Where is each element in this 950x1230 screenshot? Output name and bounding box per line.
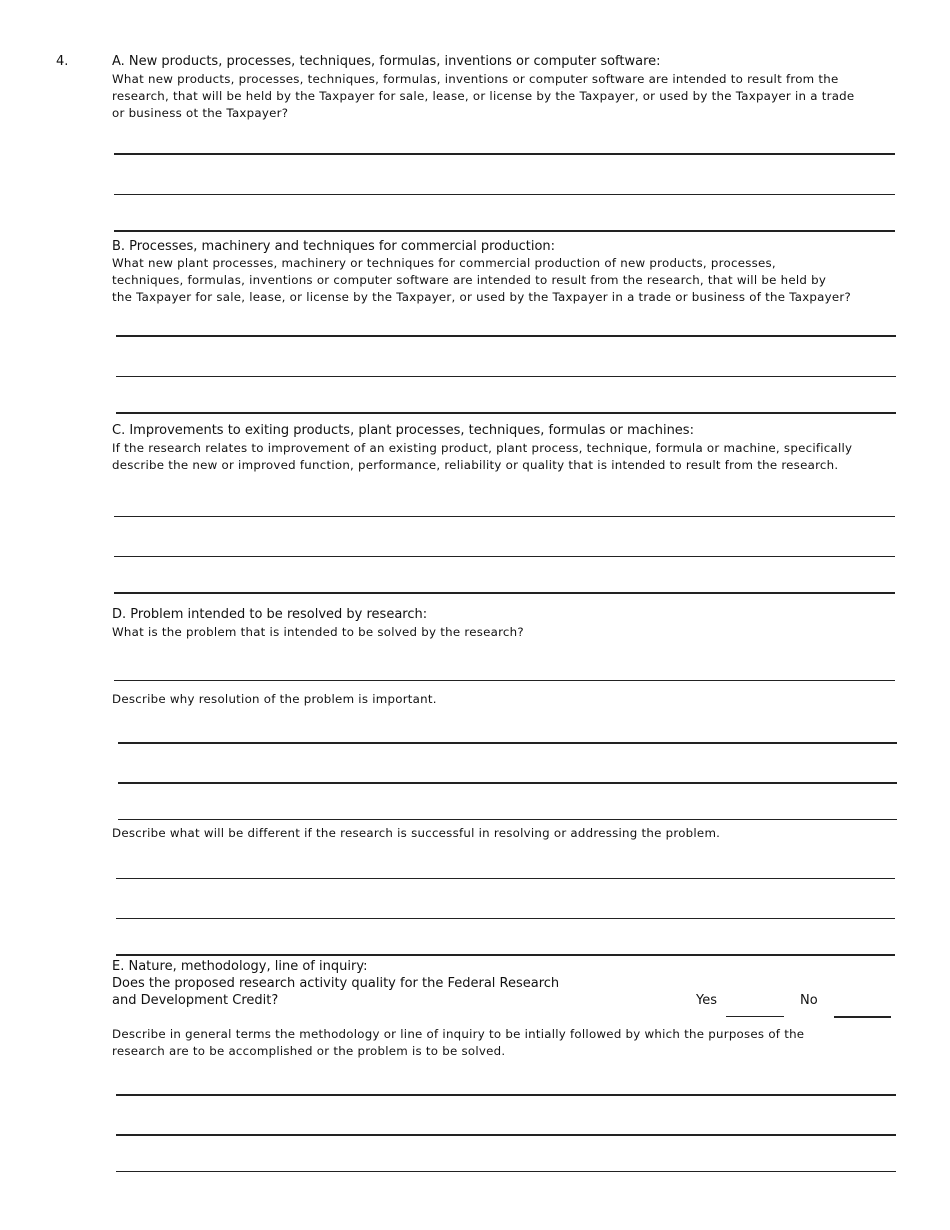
section-d-question-importance: Describe why resolution of the problem is important. [112, 692, 437, 706]
section-e-method-line: research are to be accomplished or the problem is to be solved. [112, 1044, 506, 1058]
section-a-heading: A. New products, processes, techniques, formulas, inventions or computer software: [112, 54, 661, 69]
answer-line[interactable] [116, 878, 895, 879]
yes-label: Yes [696, 993, 717, 1008]
answer-line[interactable] [116, 376, 896, 377]
answer-line[interactable] [114, 592, 895, 594]
answer-line[interactable] [116, 412, 896, 414]
section-d-heading: D. Problem intended to be resolved by research: [112, 607, 428, 622]
section-e-qualify-line: Does the proposed research activity quality for the Federal Research [112, 976, 560, 991]
section-b-heading: B. Processes, machinery and techniques for commercial production: [112, 239, 556, 254]
section-e-heading: E. Nature, methodology, line of inquiry: [112, 959, 368, 974]
section-b-line: What new plant processes, machinery or techniques for commercial production of new products, processes, [112, 256, 776, 270]
section-a-question [112, 71, 902, 122]
section-c-heading: C. Improvements to exiting products, plant processes, techniques, formulas or machines: [112, 423, 694, 438]
section-b-line: techniques, formulas, inventions or computer software are intended to result from the research, that will be held by [112, 273, 827, 287]
no-answer-blank[interactable] [834, 1016, 891, 1018]
section-c-question [112, 440, 902, 474]
section-e-method-question [112, 1026, 902, 1060]
answer-line[interactable] [114, 194, 895, 195]
section-c-line: If the research relates to improvement of an existing product, plant process, technique, formula or machine, specifically [112, 441, 853, 455]
section-b-question [112, 255, 902, 306]
answer-line[interactable] [114, 516, 895, 517]
answer-line[interactable] [114, 556, 895, 557]
answer-line[interactable] [118, 819, 897, 820]
answer-line[interactable] [116, 335, 896, 337]
answer-line[interactable] [114, 230, 895, 232]
answer-line[interactable] [116, 918, 895, 919]
section-e-method-line: Describe in general terms the methodology or line of inquiry to be intially followed by which the purposes of the [112, 1027, 805, 1041]
answer-line[interactable] [116, 1171, 896, 1172]
section-d-question-problem: What is the problem that is intended to be solved by the research? [112, 625, 524, 639]
answer-line[interactable] [116, 1134, 896, 1136]
section-c-line: describe the new or improved function, performance, reliability or quality that is intended to result from the research. [112, 458, 839, 472]
question-number: 4. [56, 54, 69, 69]
answer-line[interactable] [118, 742, 897, 744]
section-a-line: research, that will be held by the Taxpayer for sale, lease, or license by the Taxpayer, or used by the Taxpayer in a trade [112, 89, 855, 103]
answer-line[interactable] [118, 782, 897, 784]
no-label: No [800, 993, 818, 1008]
answer-line[interactable] [114, 680, 895, 681]
section-d-question-difference: Describe what will be different if the research is successful in resolving or addressing the problem. [112, 826, 721, 840]
yes-answer-blank[interactable] [726, 1016, 784, 1017]
section-a-line: or business ot the Taxpayer? [112, 106, 289, 120]
answer-line[interactable] [116, 1094, 896, 1096]
answer-line[interactable] [116, 954, 895, 956]
answer-line[interactable] [114, 153, 895, 155]
section-a-line: What new products, processes, techniques, formulas, inventions or computer software are intended to result from the [112, 72, 839, 86]
section-b-line: the Taxpayer for sale, lease, or license by the Taxpayer, or used by the Taxpayer in a trade or business of the Taxpayer? [112, 290, 851, 304]
section-e-qualify-line: and Development Credit? [112, 993, 279, 1008]
